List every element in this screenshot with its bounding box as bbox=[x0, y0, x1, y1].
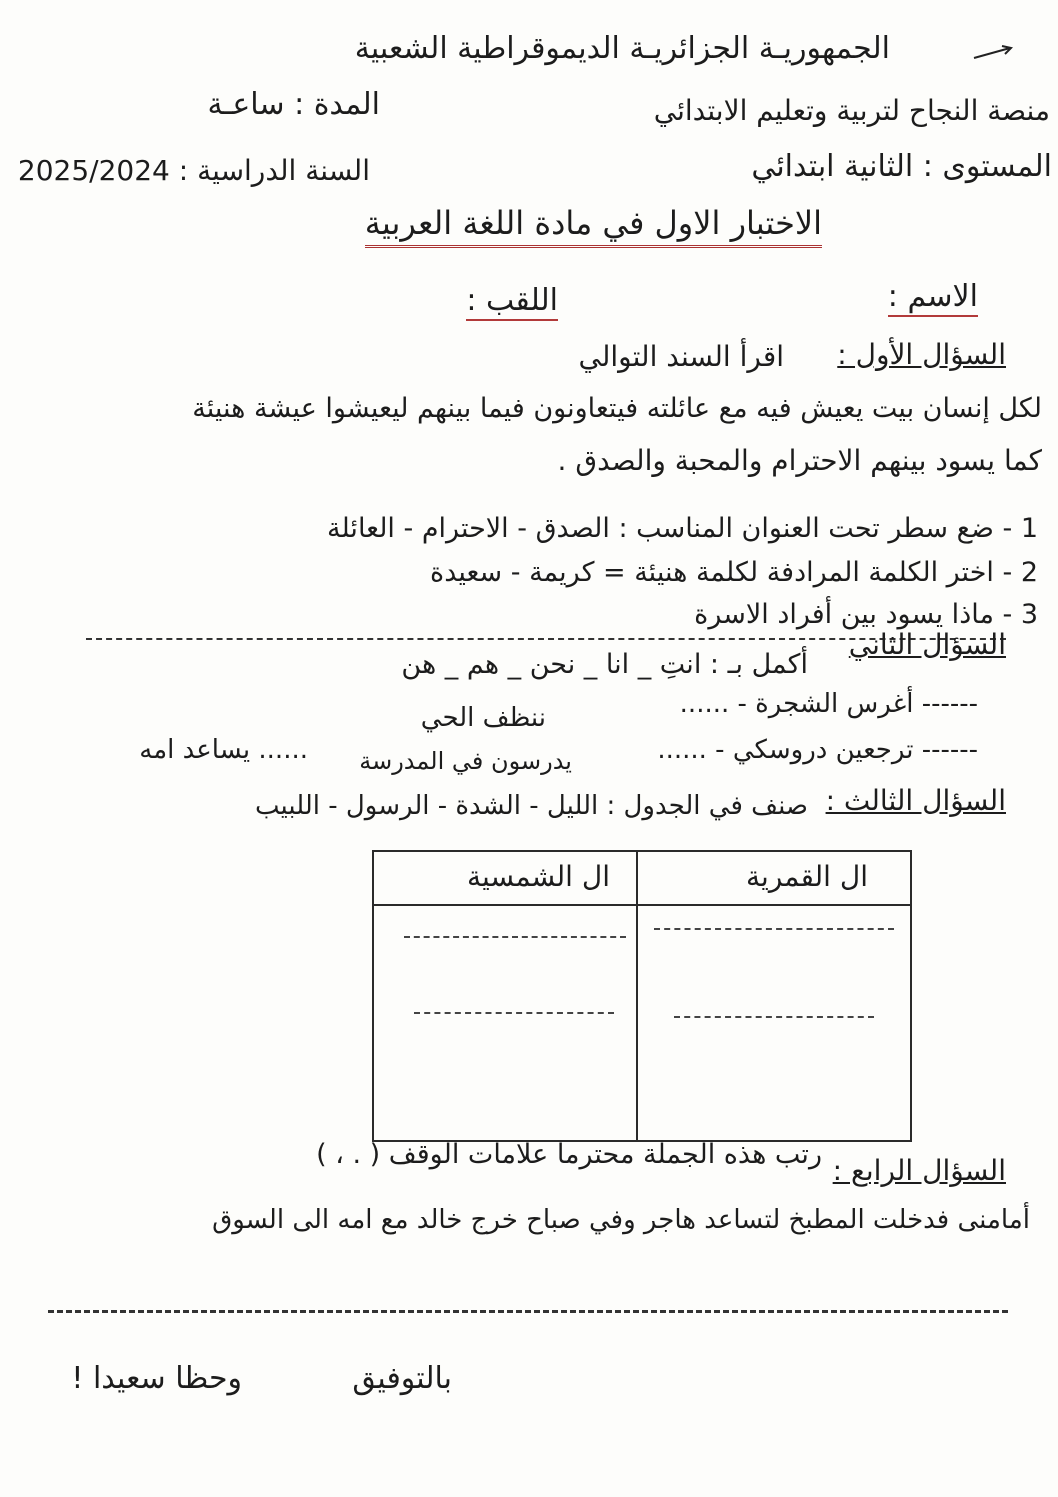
col-header-sun: ال الشمسية bbox=[467, 860, 610, 893]
answer-line[interactable] bbox=[674, 1016, 874, 1018]
school-year-label: السنة الدراسية : 2025/2024 bbox=[17, 154, 370, 187]
q1-text-line1: لكل إنسان بيت يعيش فيه مع عائلته فيتعاونون فيما بينهم ليعيشوا عيشة هنيئة bbox=[192, 393, 1042, 424]
level-label: المستوى : الثانية ابتدائي bbox=[751, 149, 1052, 184]
q1-item-2: 2 - اختر الكلمة المرادفة لكلمة هنيئة = كريمة - سعيدة bbox=[430, 557, 1038, 588]
q3-instruction: صنف في الجدول : الليل - الشدة - الرسول - اللبيب bbox=[255, 791, 808, 821]
q1-item-3: 3 - ماذا يسود بين أفراد الاسرة bbox=[694, 599, 1038, 630]
q2-instruction: أكمل بـ : انتِ _ انا _ نحن _ هم _ هن bbox=[401, 649, 808, 680]
q4-instruction: رتب هذه الجملة محترما علامات الوقف ( . ، ) bbox=[316, 1139, 822, 1170]
q2-line2-b: يدرسون في المدرسة bbox=[359, 747, 572, 775]
republic-title: الجمهوريـة الجزائريـة الديموقراطية الشعبية bbox=[354, 31, 890, 66]
platform-name: منصة النجاح لتربية وتعليم الابتدائي bbox=[653, 94, 1050, 127]
answer-line[interactable] bbox=[404, 936, 626, 938]
arrow-mark-icon bbox=[972, 44, 1014, 60]
good-luck-text: بالتوفيق bbox=[352, 1361, 452, 1396]
answer-line[interactable] bbox=[414, 1012, 614, 1014]
name-label: الاسم : bbox=[888, 280, 978, 317]
q2-line1-b: ننظف الحي bbox=[420, 703, 546, 733]
exam-title: الاختبار الاول في مادة اللغة العربية bbox=[365, 206, 822, 248]
q4-title: السؤال الرابع : bbox=[832, 1154, 1006, 1187]
classification-table bbox=[372, 850, 912, 1142]
q2-line2-c: ...... يساعد امه bbox=[139, 735, 308, 765]
q1-instruction: اقرأ السند التوالي bbox=[578, 340, 784, 373]
q1-text-line2: كما يسود بينهم الاحترام والمحبة والصدق . bbox=[557, 444, 1042, 477]
q3-title: السؤال الثالث : bbox=[825, 784, 1006, 817]
happy-luck-text: وحظا سعيدا ! bbox=[71, 1361, 242, 1396]
table-divider bbox=[636, 852, 638, 1140]
surname-label: اللقب : bbox=[466, 284, 558, 321]
table-header-line bbox=[374, 904, 910, 906]
answer-line-long[interactable] bbox=[48, 1310, 1008, 1313]
answer-line[interactable] bbox=[654, 928, 894, 930]
q4-sentence: أمامنى فدخلت المطبخ لتساعد هاجر وفي صباح خرج خالد مع امه الى السوق bbox=[212, 1205, 1030, 1235]
q2-line1-a: ------ أغرس الشجرة - ...... bbox=[679, 689, 978, 719]
q1-title: السؤال الأول : bbox=[837, 338, 1006, 371]
q2-title: السؤال الثاني bbox=[848, 628, 1006, 661]
col-header-moon: ال القمرية bbox=[746, 860, 868, 893]
duration-label: المدة : ساعـة bbox=[207, 87, 380, 122]
q2-line2-a: ------ ترجعين دروسكي - ...... bbox=[657, 735, 978, 765]
q1-item-1: 1 - ضع سطر تحت العنوان المناسب : الصدق - الاحترام - العائلة bbox=[327, 513, 1038, 544]
